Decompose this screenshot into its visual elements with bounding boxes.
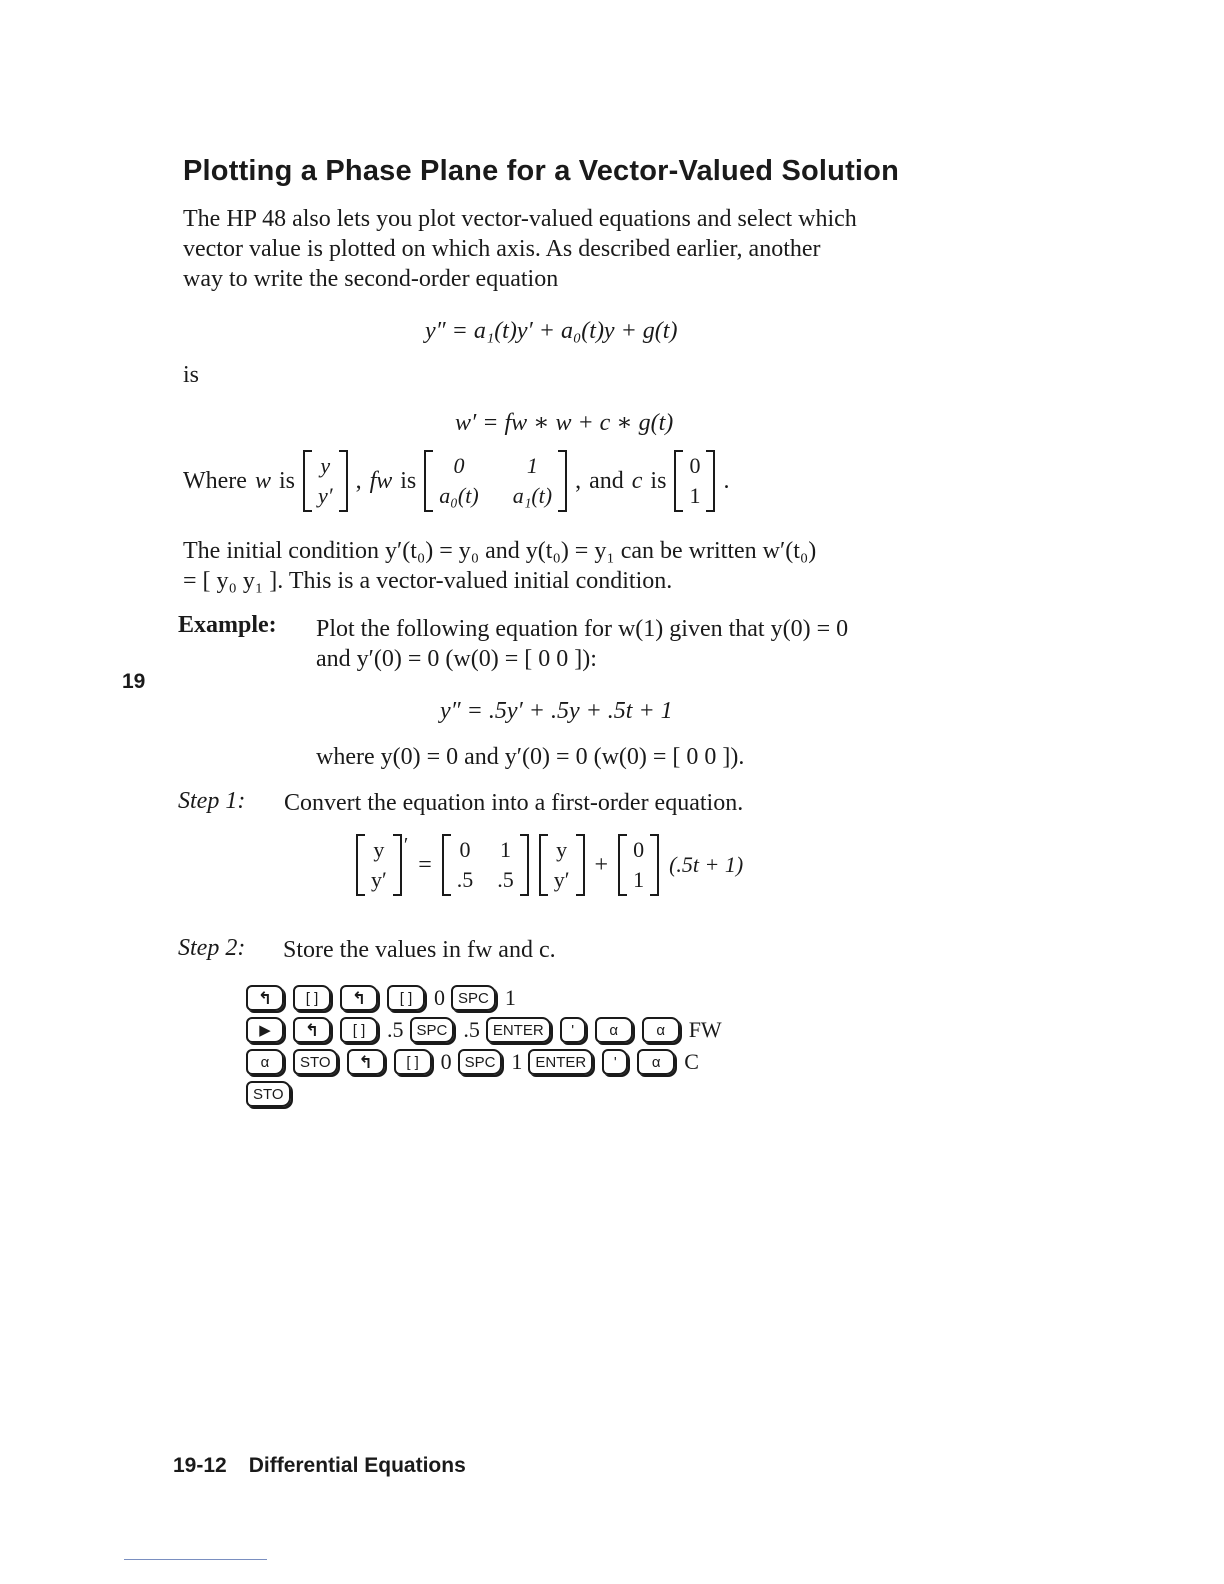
equation-second-order: y″ = a₁(t)y′ + a₀(t)y + g(t) xyxy=(425,318,678,344)
alpha-key[interactable]: α xyxy=(595,1017,633,1043)
example-label: Example: xyxy=(178,612,277,638)
keystroke-line-3 xyxy=(246,1046,722,1078)
brackets-key[interactable]: [ ] xyxy=(340,1017,378,1043)
matrix-cell: .5 xyxy=(497,867,514,892)
digit-text: .5 xyxy=(387,1017,404,1042)
chapter-tab: 19 xyxy=(122,670,146,693)
alpha-key[interactable]: α xyxy=(642,1017,680,1043)
fw-symbol: fw xyxy=(369,467,393,494)
keystroke-sequence xyxy=(246,982,722,1110)
initial-condition-paragraph xyxy=(183,536,816,596)
alpha-key[interactable]: α xyxy=(246,1049,284,1075)
tick-key[interactable]: ' xyxy=(602,1049,628,1075)
matrix-cell: y xyxy=(556,837,568,862)
where-definitions: Where w is y y′ , fw is 0 1 a₀(t) a₁(t) , and c is 0 1 . xyxy=(183,450,729,512)
variable-name-text: C xyxy=(684,1049,699,1074)
step-1-text: Convert the equation into a first-order equation. xyxy=(284,790,744,816)
keystroke-line-2 xyxy=(246,1014,722,1046)
tick-key[interactable]: ' xyxy=(560,1017,586,1043)
spc-key[interactable]: SPC xyxy=(410,1017,455,1043)
matrix-cell: a₀(t) xyxy=(439,483,479,508)
brackets-key[interactable]: [ ] xyxy=(387,985,425,1011)
and-label: and xyxy=(589,467,624,494)
lhs-vector: y y′ ′ xyxy=(356,834,408,896)
alpha-key[interactable]: α xyxy=(637,1049,675,1075)
enter-key[interactable]: ENTER xyxy=(486,1017,551,1043)
variable-name-text: FW xyxy=(688,1017,722,1042)
keystroke-line-1 xyxy=(246,982,722,1014)
right-shift-key[interactable]: ▶ xyxy=(246,1017,284,1043)
is-label: is xyxy=(183,362,200,388)
brackets-key[interactable]: [ ] xyxy=(394,1049,432,1075)
intro-line-1: The HP 48 also lets you plot vector-valued equations and select which xyxy=(183,206,857,232)
intro-line-2: vector value is plotted on which axis. As described earlier, another xyxy=(183,236,821,262)
step-2-text: Store the values in fw and c. xyxy=(283,937,556,963)
section-name: Differential Equations xyxy=(248,1454,466,1477)
is-label-2: is xyxy=(400,467,417,494)
matrix-cell: 0 xyxy=(459,837,471,862)
step-2-label: Step 2: xyxy=(178,935,246,961)
matrix-cell: y xyxy=(373,837,385,862)
left-shift-key[interactable]: ↰ xyxy=(246,985,284,1011)
state-vector xyxy=(539,834,585,896)
matrix-cell: 1 xyxy=(499,837,511,862)
matrix-cell: y′ xyxy=(371,867,387,892)
example-line-2: and y′(0) = 0 (w(0) = [ 0 0 ]): xyxy=(316,646,597,672)
step-1-label: Step 1: xyxy=(178,788,246,814)
digit-text: 0 xyxy=(434,985,445,1010)
fw-numeric-matrix xyxy=(442,834,529,896)
enter-key[interactable]: ENTER xyxy=(528,1049,593,1075)
where-label: Where xyxy=(183,467,247,494)
matrix-cell: y xyxy=(320,453,331,478)
example-equation: y″ = .5y′ + .5y + .5t + 1 xyxy=(440,698,673,724)
matrix-cell: y′ xyxy=(317,483,333,508)
equation-vector-form: w′ = fw ∗ w + c ∗ g(t) xyxy=(455,410,674,436)
is-label-3: is xyxy=(650,467,667,494)
left-shift-key[interactable]: ↰ xyxy=(340,985,378,1011)
forcing-term: (.5t + 1) xyxy=(669,852,744,877)
initial-line-1: The initial condition y′(t₀) = y₀ and y(t₀) = y₁ can be written w′(t₀) xyxy=(183,538,817,564)
page-title: Plotting a Phase Plane for a Vector-Valued Solution xyxy=(183,155,900,187)
digit-text: 1 xyxy=(504,985,516,1010)
matrix-cell: .5 xyxy=(456,867,474,892)
left-shift-key[interactable]: ↰ xyxy=(347,1049,385,1075)
sto-key[interactable]: STO xyxy=(246,1081,291,1107)
keystroke-line-4 xyxy=(246,1078,722,1110)
matrix-cell: 1 xyxy=(633,867,645,892)
page-number: 19-12 xyxy=(173,1454,227,1477)
c-symbol: c xyxy=(631,467,643,494)
matrix-cell: 0 xyxy=(633,837,645,862)
c-matrix xyxy=(674,450,715,512)
example-text xyxy=(316,614,848,674)
first-order-matrix-equation: y y′ ′ = 0 1 .5 .5 y y′ + 0 1 (.5t + 1) xyxy=(356,834,743,896)
brackets-key[interactable]: [ ] xyxy=(293,985,331,1011)
footer-rule xyxy=(124,1559,267,1560)
matrix-cell: 0 xyxy=(453,453,465,478)
intro-paragraph xyxy=(183,204,857,294)
initial-line-2: = [ y₀ y₁ ]. This is a vector-valued initial condition. xyxy=(183,568,673,594)
example-where: where y(0) = 0 and y′(0) = 0 (w(0) = [ 0 0 ]). xyxy=(316,744,745,770)
intro-line-3: way to write the second-order equation xyxy=(183,266,559,292)
matrix-cell: 1 xyxy=(689,483,701,508)
spc-key[interactable]: SPC xyxy=(451,985,496,1011)
left-shift-key[interactable]: ↰ xyxy=(293,1017,331,1043)
is-label-1: is xyxy=(278,467,295,494)
digit-text: 1 xyxy=(511,1049,523,1074)
sto-key[interactable]: STO xyxy=(293,1049,338,1075)
spc-key[interactable]: SPC xyxy=(458,1049,503,1075)
w-symbol: w xyxy=(254,467,271,494)
digit-text: .5 xyxy=(463,1017,480,1042)
matrix-cell: 0 xyxy=(689,453,701,478)
w-matrix xyxy=(303,450,348,512)
matrix-cell: 1 xyxy=(526,453,538,478)
digit-text: 0 xyxy=(440,1049,452,1074)
fw-matrix xyxy=(424,450,567,512)
matrix-cell: a₁(t) xyxy=(512,483,553,508)
matrix-cell: y′ xyxy=(553,867,570,892)
example-line-1: Plot the following equation for w(1) given that y(0) = 0 xyxy=(316,616,849,642)
c-numeric-vector xyxy=(618,834,659,896)
page-footer xyxy=(173,1454,466,1478)
